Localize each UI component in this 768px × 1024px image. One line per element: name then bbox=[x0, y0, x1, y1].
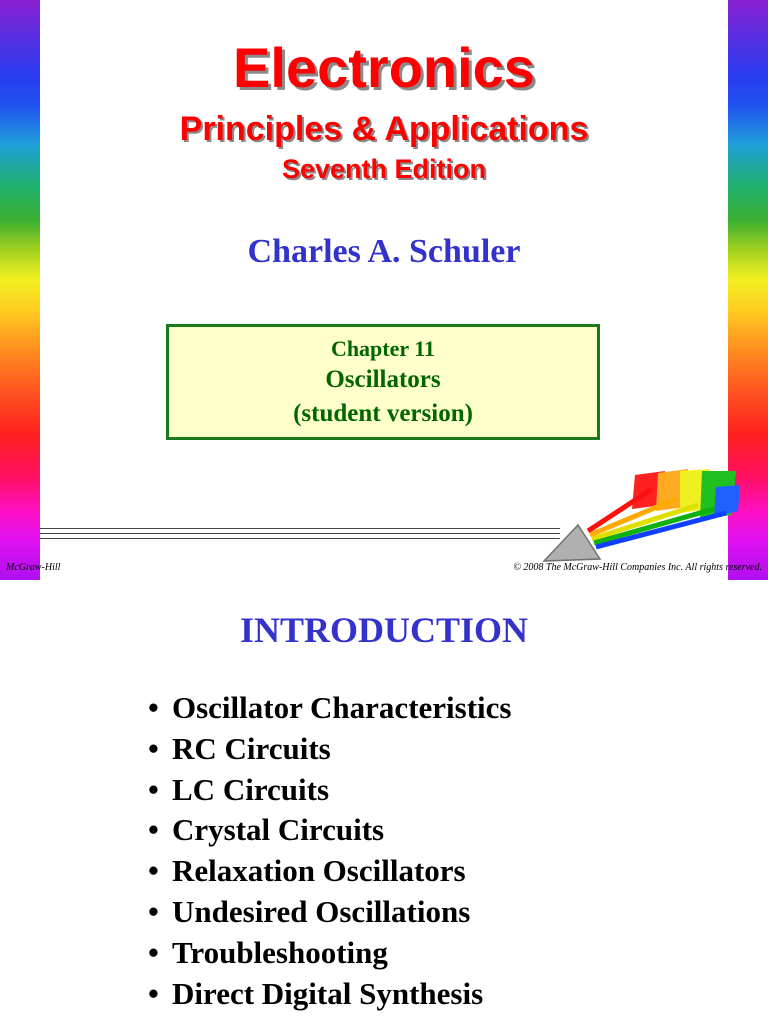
topic-label: Oscillator Characteristics bbox=[172, 690, 512, 725]
topic-label: Relaxation Oscillators bbox=[172, 853, 466, 889]
list-item bbox=[148, 892, 511, 933]
publisher-label: McGraw-Hill bbox=[6, 562, 61, 573]
copyright-notice: © 2008 The McGraw-Hill Companies Inc. All rights reserved. bbox=[513, 562, 762, 573]
list-item bbox=[148, 729, 511, 770]
introduction-slide bbox=[0, 580, 768, 1024]
bullet-icon: • bbox=[148, 812, 159, 848]
bullet-icon: • bbox=[148, 893, 159, 929]
chapter-box bbox=[166, 324, 600, 440]
list-item bbox=[148, 810, 511, 851]
bullet-icon: • bbox=[148, 690, 159, 725]
decorative-lines bbox=[40, 528, 560, 543]
topic-label: Direct Digital Synthesis bbox=[172, 975, 484, 1011]
chapter-number: Chapter 11 bbox=[330, 336, 436, 361]
chapter-title: Oscillators bbox=[325, 366, 441, 393]
topic-label: Crystal Circuits bbox=[172, 812, 385, 848]
topic-label: RC Circuits bbox=[172, 730, 331, 766]
book-subtitle: Principles & Applications bbox=[179, 110, 589, 148]
list-item bbox=[148, 851, 511, 892]
topic-label: LC Circuits bbox=[172, 771, 330, 807]
topic-list bbox=[148, 688, 511, 1014]
bullet-icon: • bbox=[148, 934, 159, 970]
chapter-version: (student version) bbox=[293, 400, 473, 427]
introduction-heading: INTRODUCTION bbox=[239, 610, 529, 650]
list-item bbox=[148, 688, 511, 729]
topic-label: Undesired Oscillations bbox=[172, 893, 471, 929]
rainbow-border-left bbox=[0, 0, 40, 580]
bullet-icon: • bbox=[148, 771, 159, 807]
bullet-icon: • bbox=[148, 975, 159, 1011]
prism-icon bbox=[540, 465, 740, 565]
book-title: Electronics bbox=[233, 36, 535, 99]
author-name: Charles A. Schuler bbox=[247, 233, 521, 270]
book-edition: Seventh Edition bbox=[281, 154, 487, 184]
bullet-icon: • bbox=[148, 853, 159, 889]
list-item bbox=[148, 974, 511, 1015]
topic-label: Troubleshooting bbox=[172, 934, 388, 970]
list-item bbox=[148, 933, 511, 974]
bullet-icon: • bbox=[148, 730, 159, 766]
list-item bbox=[148, 770, 511, 811]
